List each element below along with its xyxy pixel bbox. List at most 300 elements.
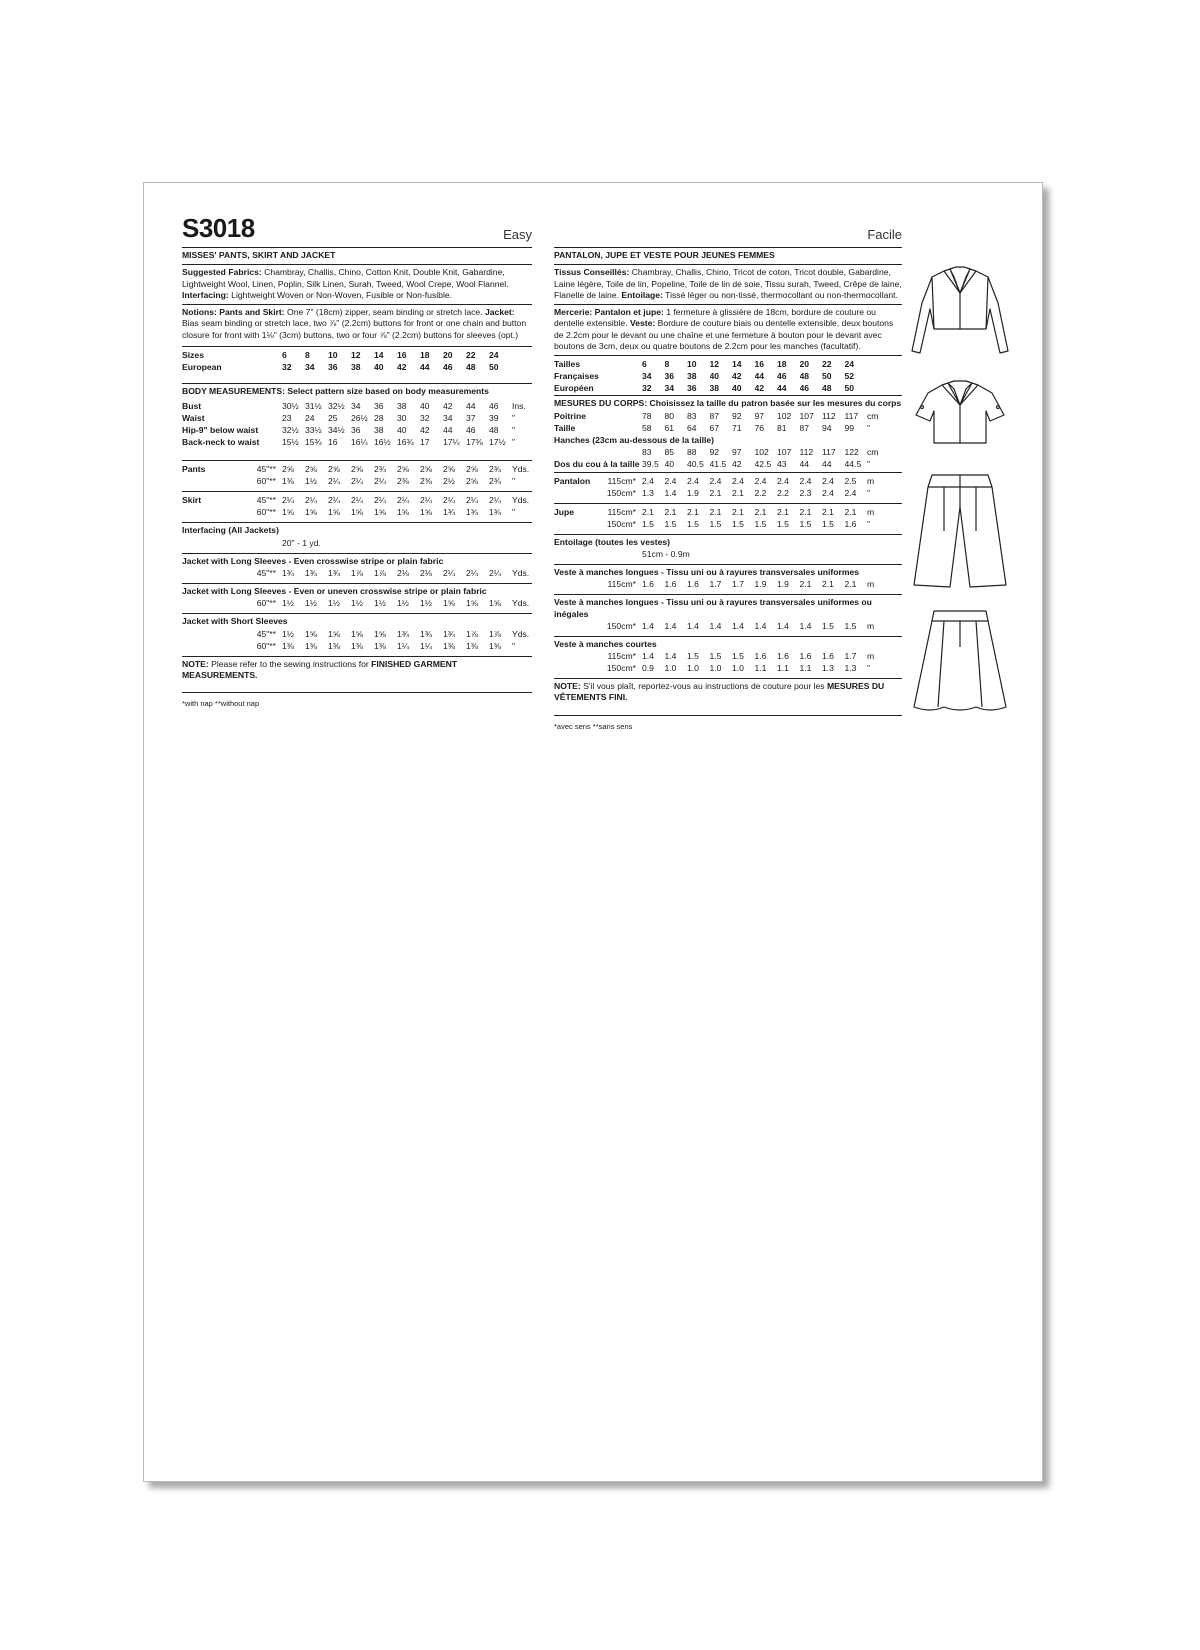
body-row-value: 44 <box>443 425 453 436</box>
body-row-value: 16¾ <box>397 437 414 448</box>
yardage-value: 1.5 <box>709 651 722 662</box>
yardage-value: 2⅛ <box>420 567 432 578</box>
yardage-value: 2⅛ <box>397 567 409 578</box>
yardage-value: 1½ <box>305 598 317 609</box>
yardage-row-label <box>182 537 282 549</box>
fabric-width: 45"** <box>256 495 276 506</box>
yardage-value: 1⅞ <box>489 628 501 639</box>
size-row-europeen-value: 44 <box>777 383 787 394</box>
size-chart-fr <box>554 355 902 395</box>
yardage-value: 2¼ <box>374 495 386 506</box>
body-row-fr-value: 76 <box>754 422 765 433</box>
yardage-value: 2⅝ <box>443 464 455 475</box>
yardage-value: 1.9 <box>777 579 789 590</box>
note-text-fr: S'il vous plaît, reportez-vous au instructions de couture pour les <box>580 681 827 692</box>
neck-row-fr-value: 40 <box>664 458 675 469</box>
size-row-value: 14 <box>374 350 384 361</box>
pattern-envelope-back <box>143 182 1043 1482</box>
yardage-value: 1.6 <box>754 651 767 662</box>
size-row-european-value: 48 <box>466 362 476 373</box>
size-row-francaises-value: 50 <box>822 371 832 382</box>
yardage-row-label <box>182 640 282 652</box>
hip-label-fr: Hanches (23cm au-dessous de la taille) <box>554 434 714 445</box>
yardage-unit: " <box>512 476 516 487</box>
yardage-value: 1½ <box>305 476 317 487</box>
size-row-francaises-value: 38 <box>687 371 697 382</box>
notions-text-fr: 1 fermeture à glissière de 18cm, bordure de couture ou dentelle extensible. <box>554 307 876 329</box>
yardage-value: 2¼ <box>443 567 455 578</box>
fabric-width: 115cm* <box>607 506 636 517</box>
yardage-block <box>182 583 532 613</box>
fabrics-label-fr: Tissus Conseillés: <box>554 267 630 278</box>
yardage-value: 2.4 <box>687 475 699 486</box>
body-measurements-table-fr <box>554 410 902 470</box>
yardage-value: 1⅝ <box>443 598 455 609</box>
yardage-row-label <box>182 628 282 640</box>
body-row-fr-label: Taille <box>554 422 576 433</box>
yardage-block <box>554 594 902 636</box>
size-row-francaises-value: 36 <box>664 371 675 382</box>
size-row-european-value: 32 <box>282 362 292 373</box>
body-row-fr-value: 97 <box>754 410 765 421</box>
yardage-title: Jacket with Long Sleeves - Even or uneven crosswise stripe or plain fabric <box>182 585 487 596</box>
body-row-value: 15½ <box>282 437 299 448</box>
size-row-european-value: 46 <box>443 362 453 373</box>
body-row-label: Back-neck to waist <box>182 437 260 448</box>
yardage-row-label <box>182 494 282 506</box>
body-row-value: 30 <box>397 413 407 424</box>
yardage-unit: m <box>867 651 875 662</box>
yardage-value: 1.1 <box>777 663 789 674</box>
size-row-fr-value: 16 <box>754 359 765 370</box>
body-row-value: 30½ <box>282 401 299 412</box>
yardage-value: 1⅝ <box>351 507 363 518</box>
yardage-value: 2⅜ <box>420 476 432 487</box>
notions-section-fr <box>554 304 902 355</box>
interfacing-label: Interfacing: <box>182 289 229 300</box>
difficulty-level-fr: Facile <box>867 227 902 242</box>
body-row-label: Waist <box>182 413 205 424</box>
body-row-fr-value: 61 <box>664 422 675 433</box>
yardage-row-label <box>554 548 642 560</box>
yardage-value: 1.5 <box>754 518 767 529</box>
yardage-value: 2.5 <box>844 475 857 486</box>
size-row-fr-value: 12 <box>709 359 720 370</box>
size-row-francaises-value: 44 <box>754 371 765 382</box>
jacket-notions-text: Bias seam binding or stretch lace, two ⅞" (2.2cm) buttons for front or one chain and button closure for front with 1⅛" (3cm) buttons, two or four ⅞" (2.2cm) buttons for sleeves (opt.) <box>182 318 527 340</box>
yardage-value: 2.1 <box>844 506 857 517</box>
yardage-value: 2.4 <box>799 475 812 486</box>
yardage-block <box>182 491 532 522</box>
size-row-europeen-label: Européen <box>554 383 594 394</box>
jacket-notions-label-fr: Veste: <box>629 318 656 329</box>
yardage-value: 1⅜ <box>489 640 501 651</box>
hip-row-fr-value: 112 <box>799 446 814 457</box>
body-row-value: 37 <box>466 413 476 424</box>
size-row-european-value: 44 <box>420 362 430 373</box>
body-row-value: 26½ <box>351 413 368 424</box>
yardage-value: 2¼ <box>397 495 409 506</box>
yardage-table <box>554 578 902 590</box>
yardage-value: 2¾ <box>489 476 501 487</box>
body-row-fr-label: Poitrine <box>554 410 586 421</box>
yardage-value: 2¼ <box>328 476 340 487</box>
yardage-value: 1.4 <box>642 620 654 631</box>
yardage-title: Veste à manches longues - Tissu uni ou à rayures transversales uniformes ou inégales <box>554 597 872 619</box>
yardage-block <box>554 636 902 678</box>
yardage-title: Veste à manches longues - Tissu uni ou à rayures transversales uniformes <box>554 566 860 577</box>
yardage-value: 1.5 <box>822 620 834 631</box>
size-row-europeen-value: 48 <box>822 383 832 394</box>
note <box>182 656 532 685</box>
yardage-value: 2.1 <box>754 506 767 517</box>
yardage-value: 1⅜ <box>328 640 340 651</box>
neck-row-fr-value: 42 <box>732 458 742 469</box>
yardage-row-label <box>554 487 642 499</box>
yardage-value: 1.6 <box>664 579 677 590</box>
size-row-value: 22 <box>466 350 476 361</box>
yardage-value: 1.3 <box>642 487 654 498</box>
hip-row-fr-value: 107 <box>777 446 792 457</box>
size-row-european-unit <box>512 361 536 373</box>
body-row-value: 40 <box>420 401 430 412</box>
size-row-europeen-value: 34 <box>664 383 675 394</box>
size-row-europeen-value: 36 <box>687 383 697 394</box>
yardage-value: 1⅝ <box>305 628 317 639</box>
yardage-value: 1½ <box>420 598 432 609</box>
body-row-label: Hip-9" below waist <box>182 425 259 436</box>
neck-row-fr-value: 44 <box>822 458 832 469</box>
garment-illustrations <box>910 263 1022 717</box>
body-row-value: 24 <box>305 413 315 424</box>
size-row-europeen-value: 38 <box>709 383 720 394</box>
interfacing-text: Lightweight Woven or Non-Woven, Fusible or Non-fusible. <box>228 289 453 300</box>
french-header <box>554 183 902 247</box>
yardage-value: 2¼ <box>351 495 363 506</box>
difficulty-level: Easy <box>503 227 532 242</box>
yardage-value: 2¼ <box>305 495 317 506</box>
size-row-unit <box>512 349 536 361</box>
size-row-francaises-unit <box>867 370 897 382</box>
size-row-fr-value: 24 <box>844 359 855 370</box>
yardage-value: 1¾ <box>466 507 478 518</box>
body-row-value: 34 <box>351 401 361 412</box>
yardage-unit: Yds. <box>512 495 530 506</box>
yardage-value: 1⅝ <box>282 507 294 518</box>
body-row-fr-value: 83 <box>687 410 697 421</box>
yardage-value: 1¼ <box>397 640 409 651</box>
yardage-value: 1⅝ <box>328 507 340 518</box>
size-row-francaises-value: 34 <box>642 371 652 382</box>
body-row-fr-value: 87 <box>709 410 720 421</box>
yardage-value: 2¼ <box>466 495 478 506</box>
yardage-value: 2.4 <box>844 487 857 498</box>
size-row-value: 18 <box>420 350 430 361</box>
yardage-value: 2⅜ <box>397 476 409 487</box>
yardage-row-label <box>554 475 642 487</box>
body-row-fr-value: 92 <box>732 410 742 421</box>
yardage-value: 2.1 <box>732 506 744 517</box>
notions-label: Notions: Pants and Skirt: <box>182 307 285 318</box>
yardage-value: 1¾ <box>443 507 455 518</box>
fabrics-label: Suggested Fabrics: <box>182 267 262 278</box>
yardage-value: 1.5 <box>799 518 812 529</box>
yardage-value: 1.6 <box>642 579 654 590</box>
size-row-europeen-value: 42 <box>754 383 765 394</box>
body-row-value: 40 <box>397 425 407 436</box>
yardage-value: 2.1 <box>642 506 654 517</box>
body-row-fr-value: 58 <box>642 422 652 433</box>
yardage-value: 1⅝ <box>328 628 340 639</box>
yardage-title: Interfacing (All Jackets) <box>182 525 279 536</box>
body-row-value: 17½ <box>489 437 506 448</box>
size-row-fr-unit <box>867 358 897 370</box>
jacket-long-sleeves-icon <box>910 263 1010 363</box>
yardage-value: 1.6 <box>844 518 857 529</box>
yardage-block <box>554 472 902 503</box>
yardage-value: 2.1 <box>822 506 834 517</box>
yardage-value: 2¼ <box>466 567 478 578</box>
yardage-table <box>182 537 532 549</box>
yardage-value: 1.6 <box>777 651 789 662</box>
fabric-width: 150cm* <box>606 518 636 529</box>
yardage-table <box>182 628 532 652</box>
yardage-value: 1⅞ <box>374 567 386 578</box>
yardage-value: 1.5 <box>777 518 789 529</box>
yardage-unit: " <box>867 487 871 498</box>
yardage-value: 2¾ <box>374 464 386 475</box>
size-row-value: 6 <box>282 350 287 361</box>
body-row-fr-value: 99 <box>844 422 855 433</box>
yardage-value: 1.3 <box>844 663 857 674</box>
yardage-unit: Yds. <box>512 628 530 639</box>
yardage-value: 1½ <box>374 598 386 609</box>
yardage-value: 1⅜ <box>351 640 363 651</box>
yardage-value: 2.1 <box>732 487 744 498</box>
yardage-value: 1.5 <box>687 651 699 662</box>
body-row-value: 32½ <box>282 425 299 436</box>
yardage-value: 2¼ <box>374 476 386 487</box>
yardage-value: 1.6 <box>822 651 834 662</box>
yardage-value: 1⅜ <box>466 640 478 651</box>
size-row-european-value: 50 <box>489 362 499 373</box>
yardage-unit: Yds. <box>512 567 530 578</box>
yardage-value: 1⅜ <box>282 476 294 487</box>
yardage-value: 2.1 <box>844 579 857 590</box>
neck-row-fr-value: 40.5 <box>687 458 704 469</box>
fabric-width: 60"** <box>256 507 276 518</box>
yardage-value: 1.5 <box>822 518 834 529</box>
size-row-fr-value: 20 <box>799 359 810 370</box>
yardage-title: Jupe <box>554 506 575 517</box>
body-measurements-title: BODY MEASUREMENTS: Select pattern size based on body measurements <box>182 386 489 397</box>
fabric-width: 150cm* <box>606 620 636 631</box>
yardage-block <box>182 613 532 655</box>
yardage-value: 1½ <box>397 598 409 609</box>
yardage-value: 2.1 <box>664 506 677 517</box>
size-row-francaises-value: 46 <box>777 371 787 382</box>
yardage-block <box>554 503 902 534</box>
fabric-width: 115cm* <box>607 475 636 486</box>
body-row-value: 42 <box>420 425 430 436</box>
neck-row-fr-value: 44 <box>799 458 810 469</box>
yardage-value: 1.5 <box>642 518 654 529</box>
body-row-value: 17¼ <box>443 437 460 448</box>
body-row-fr-value: 64 <box>687 422 697 433</box>
body-row-value: 44 <box>466 401 476 412</box>
yardage-value: 2¼ <box>282 495 294 506</box>
yardage-value: 2.4 <box>642 475 654 486</box>
size-row-european-value: 36 <box>328 362 338 373</box>
body-measurements-title-fr: MESURES DU CORPS: Choisissez la taille du patron basée sur les mesures du corps <box>554 398 902 409</box>
yardage-value: 2.1 <box>709 487 722 498</box>
yardage-value: 1⅜ <box>443 640 455 651</box>
size-row-europeen-value: 46 <box>799 383 810 394</box>
yardage-block <box>554 534 902 564</box>
yardage-row-label <box>554 518 642 530</box>
yardage-chart <box>182 460 532 655</box>
interfacing-label-fr: Entoilage: <box>621 289 663 300</box>
body-row-fr-unit: " <box>867 422 871 433</box>
yardage-value: 1.4 <box>664 651 677 662</box>
body-row-value: 17⅜ <box>466 437 483 448</box>
size-row-europeen-unit <box>867 382 897 394</box>
yardage-block <box>554 564 902 594</box>
english-column <box>182 183 532 708</box>
pattern-title: MISSES' PANTS, SKIRT AND JACKET <box>182 247 532 264</box>
size-row-value: 24 <box>489 350 499 361</box>
body-row-value: 39 <box>489 413 499 424</box>
notions-label-fr: Mercerie: Pantalon et jupe: <box>554 307 664 318</box>
yardage-value: 1.4 <box>799 620 812 631</box>
yardage-value: 2⅝ <box>397 464 409 475</box>
yardage-value: 2¼ <box>420 495 432 506</box>
neck-row-fr-value: 42.5 <box>754 458 772 469</box>
yardage-value: 1.5 <box>732 518 744 529</box>
yardage-value: 2¼ <box>443 495 455 506</box>
yardage-value: 2¼ <box>489 567 501 578</box>
yardage-value: 2.4 <box>822 487 834 498</box>
yardage-title: Pants <box>182 464 206 475</box>
body-row-fr-value: 107 <box>799 410 814 421</box>
fabric-width: 60"** <box>256 598 276 609</box>
size-row-european-value: 42 <box>397 362 407 373</box>
yardage-table <box>182 597 532 609</box>
yardage-value: 1⅝ <box>489 598 501 609</box>
note-fr <box>554 678 902 707</box>
yardage-value: 1⅝ <box>420 507 432 518</box>
size-row-fr-value: 18 <box>777 359 787 370</box>
yardage-unit: " <box>512 640 516 651</box>
yardage-value: 1⅜ <box>305 640 317 651</box>
body-row-value: 15¾ <box>305 437 322 448</box>
size-row-europeen-value: 32 <box>642 383 652 394</box>
yardage-unit: m <box>867 475 875 486</box>
yardage-table <box>554 548 902 560</box>
notions-text: One 7" (18cm) zipper, seam binding or stretch lace. <box>284 307 485 318</box>
yardage-value: 1¾ <box>305 567 317 578</box>
body-row-value: 28 <box>374 413 384 424</box>
body-row-fr-value: 81 <box>777 422 787 433</box>
fabric-width: 45"** <box>256 464 276 475</box>
size-row-francaises-value: 42 <box>732 371 742 382</box>
yardage-row-label <box>182 463 282 475</box>
yardage-value: 1.4 <box>777 620 789 631</box>
yardage-value: 1.9 <box>754 579 767 590</box>
body-row-fr-value: 94 <box>822 422 832 433</box>
yardage-value: 1.4 <box>687 620 699 631</box>
yardage-value: 1½ <box>282 598 294 609</box>
yardage-value: 1⅞ <box>351 567 363 578</box>
jacket-short-sleeves-icon <box>910 377 1010 455</box>
yardage-value: 1⅜ <box>374 640 386 651</box>
size-row-europeen-value: 40 <box>732 383 742 394</box>
body-row-value: 34½ <box>328 425 345 436</box>
yardage-value: 1⅝ <box>397 507 409 518</box>
yardage-table <box>182 463 532 487</box>
size-row-value: 10 <box>328 350 338 361</box>
body-row-value: 16¼ <box>351 437 368 448</box>
yardage-value: 1.7 <box>844 651 857 662</box>
english-header <box>182 183 532 247</box>
yardage-value: 1⅜ <box>282 640 294 651</box>
yardage-title: Jacket with Short Sleeves <box>182 616 288 627</box>
neck-row-fr-value: 39.5 <box>642 458 659 469</box>
body-row-value: 16 <box>328 437 338 448</box>
neck-row-fr-value: 44.5 <box>844 458 862 469</box>
yardage-table <box>182 494 532 518</box>
yardage-value: 2.1 <box>822 579 834 590</box>
yardage-value: 1.0 <box>732 663 744 674</box>
french-column <box>554 183 902 731</box>
yardage-value: 1.6 <box>799 651 812 662</box>
yardage-title: Jacket with Long Sleeves - Even crosswise stripe or plain fabric <box>182 555 444 566</box>
yardage-value: 1.7 <box>709 579 722 590</box>
body-row-value: 25 <box>328 413 338 424</box>
yardage-value: 2¼ <box>351 476 363 487</box>
yardage-value: 2.4 <box>754 475 767 486</box>
note-label-fr: NOTE: <box>554 681 581 692</box>
size-row-european-label: European <box>182 362 222 373</box>
yardage-value: 2.2 <box>754 487 767 498</box>
yardage-row-label <box>554 662 642 674</box>
yardage-unit: " <box>867 663 871 674</box>
fabric-width: 150cm* <box>606 663 636 674</box>
neck-row-fr-value: 43 <box>777 458 787 469</box>
size-chart <box>182 347 532 383</box>
yardage-value: 1¾ <box>489 507 501 518</box>
size-row-value: 16 <box>397 350 407 361</box>
yardage-unit: Yds. <box>512 464 530 475</box>
body-row-value: 32 <box>420 413 430 424</box>
note-text: Please refer to the sewing instructions for <box>208 658 372 669</box>
yardage-value: 2⅝ <box>305 464 317 475</box>
body-row-unit: " <box>512 413 516 424</box>
yardage-value: 1.5 <box>709 518 722 529</box>
size-row-european-value: 34 <box>305 362 315 373</box>
size-row-fr-value: 6 <box>642 359 647 370</box>
neck-row-fr-label: Dos du cou à la taille <box>554 458 640 469</box>
fabric-width: 45"** <box>256 567 276 578</box>
fabric-width: 115cm* <box>607 651 636 662</box>
hip-row-fr-label <box>554 446 642 458</box>
neck-row-fr-value: 41.5 <box>709 458 727 469</box>
yardage-table <box>182 567 532 579</box>
size-row-value: 12 <box>351 350 361 361</box>
yardage-value: 1¾ <box>420 628 432 639</box>
yardage-value: 1⅞ <box>466 628 478 639</box>
yardage-value: 1½ <box>282 628 294 639</box>
